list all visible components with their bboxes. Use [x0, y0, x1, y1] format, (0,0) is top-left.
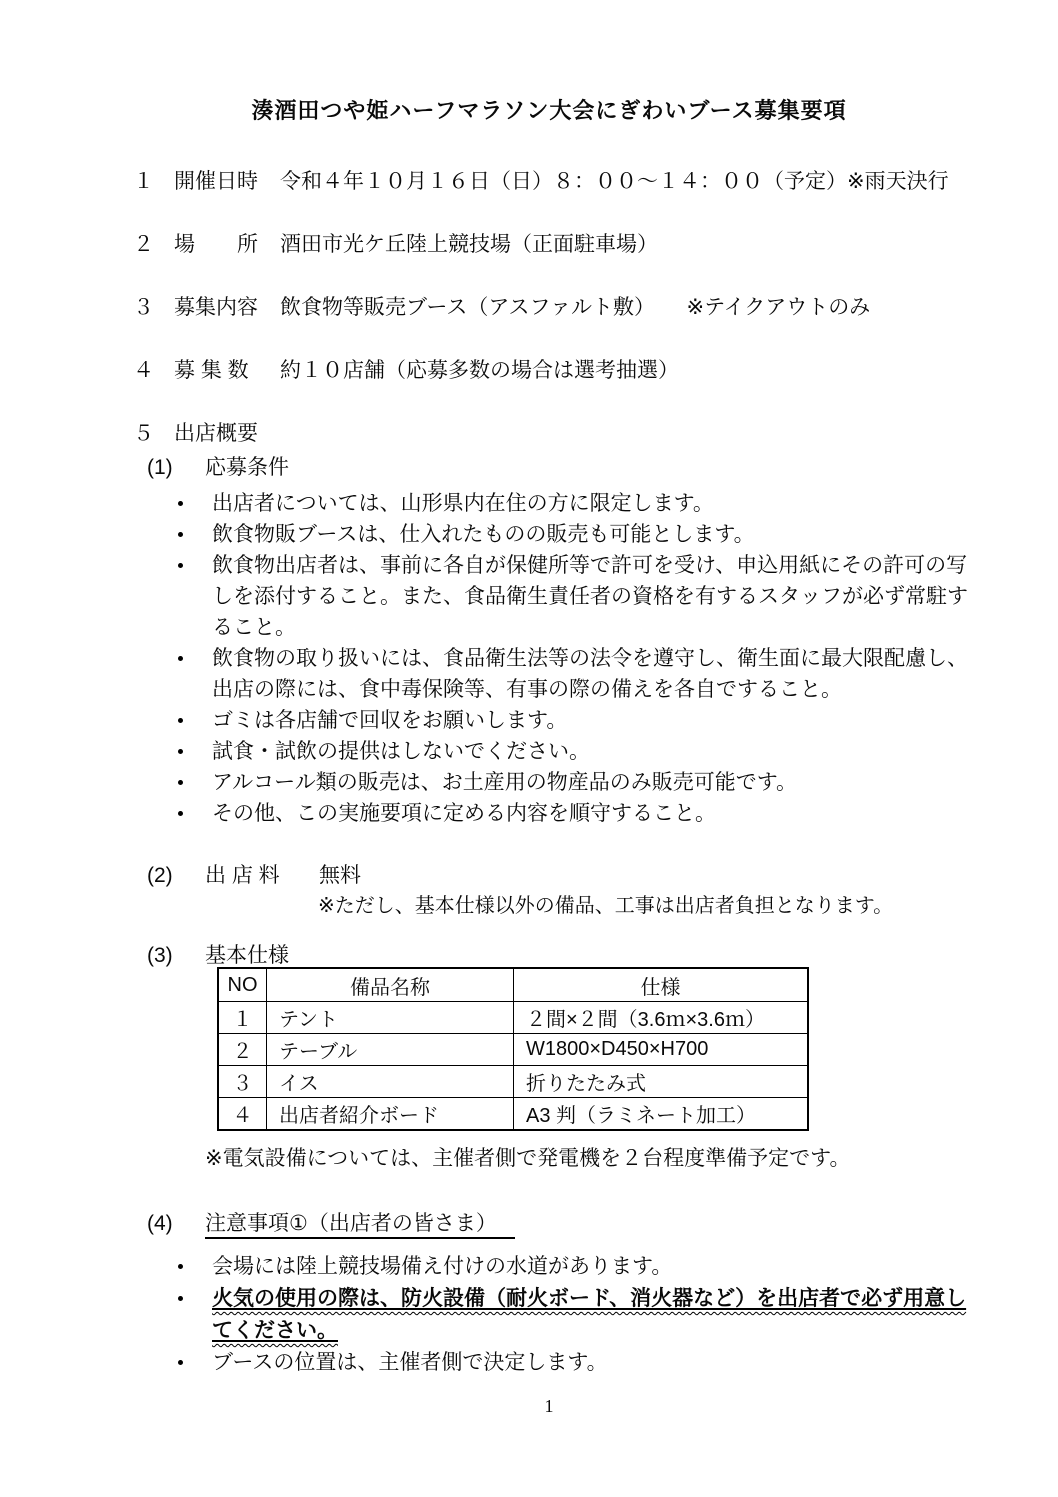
cell-no: ３: [218, 1066, 267, 1098]
section-marker: (4): [147, 1212, 173, 1235]
list-item: [0, 488, 1058, 519]
cell-no: ２: [218, 1034, 267, 1066]
bullet-icon: [176, 519, 212, 537]
spec-table: [217, 967, 809, 1131]
cell-item-name: イス: [267, 1066, 514, 1098]
section-basic-spec-header: [0, 945, 1058, 967]
bullet-icon: [176, 1283, 212, 1301]
table-row: [218, 1002, 808, 1034]
bullet-icon: [176, 736, 212, 754]
item-value: 飲食物等販売ブース（アスファルト敷） ※テイクアウトのみ: [280, 296, 871, 319]
electricity-note: ※電気設備については、主催者側で発電機を２台程度準備予定です。: [205, 1147, 851, 1170]
item-number: ４: [133, 359, 154, 382]
item-recruit-count: [0, 359, 1058, 382]
page-title: 湊酒田つや姫ハーフマラソン大会にぎわいブース募集要項: [251, 98, 847, 123]
cell-item-name: テント: [267, 1002, 514, 1034]
list-item: [0, 519, 1058, 550]
list-item-text: ブースの位置は、主催者側で決定します。: [212, 1351, 608, 1374]
cell-spec: A3 判（ラミネート加工）: [514, 1098, 809, 1131]
list-item: [0, 1283, 1058, 1347]
list-item: [0, 767, 1058, 798]
item-number: ５: [133, 422, 154, 445]
bullet-icon: [176, 1251, 212, 1269]
item-number: ３: [133, 296, 154, 319]
page-number: 1: [544, 1396, 554, 1416]
bullet-icon: [176, 550, 212, 568]
item-value: 令和４年１０月１６日（日）８：００～１４：００（予定）※雨天決行: [280, 170, 949, 193]
cell-spec: 折りたたみ式: [514, 1066, 809, 1098]
item-number: １: [133, 170, 154, 193]
section-fee: [0, 860, 1058, 922]
section-marker: (1): [147, 456, 173, 479]
item-label: 募 集 数: [174, 359, 249, 382]
list-item: [0, 736, 1058, 767]
list-item-text: 飲食物の取り扱いには、食品衛生法等の法令を遵守し、衛生面に最大限配慮し、出店の際には、食中毒保険等、有事の際の備えを各自ですること。: [212, 647, 968, 701]
bullet-icon: [176, 705, 212, 723]
cell-spec: W1800×D450×H700: [514, 1034, 809, 1066]
item-label: 出店概要: [174, 422, 258, 445]
list-item-text: 飲食物販ブースは、仕入れたものの販売も可能とします。: [212, 523, 755, 546]
bullet-icon: [176, 1347, 212, 1365]
section-application-conditions-header: [0, 457, 1058, 479]
bullet-icon: [176, 767, 212, 785]
column-header-item-name: 備品名称: [267, 968, 514, 1002]
item-value: 酒田市光ケ丘陸上競技場（正面駐車場）: [280, 233, 658, 256]
item-recruit-content: [0, 296, 1058, 319]
list-item-text: 試食・試飲の提供はしないでください。: [212, 740, 590, 763]
fee-label: 出 店 料: [205, 864, 280, 887]
cell-no: １: [218, 1002, 267, 1034]
item-number: ２: [133, 233, 154, 256]
item-date: [0, 170, 1058, 193]
list-item: [0, 1347, 1058, 1379]
cell-item-name: 出店者紹介ボード: [267, 1098, 514, 1131]
table-header-row: [218, 968, 808, 1002]
list-item: [0, 643, 1058, 705]
list-item-text: その他、この実施要項に定める内容を順守すること。: [212, 802, 716, 825]
list-item-text: 会場には陸上競技場備え付けの水道があります。: [212, 1255, 673, 1278]
application-conditions-list: [0, 488, 1058, 829]
cell-spec: ２間×２間（3.6ｍ×3.6ｍ）: [514, 1002, 809, 1034]
section-notes-header: [0, 1213, 1058, 1239]
list-item-text: 出店者については、山形県内在住の方に限定します。: [212, 492, 714, 515]
cell-item-name: テーブル: [267, 1034, 514, 1066]
fee-line: [0, 860, 1058, 891]
section-title: 応募条件: [205, 456, 289, 479]
list-item-text: ゴミは各店舗で回収をお願いします。: [212, 709, 568, 732]
bullet-icon: [176, 643, 212, 661]
table-row: [218, 1066, 808, 1098]
list-item: [0, 705, 1058, 736]
section-title: 注意事項①（出店者の皆さま）: [205, 1213, 515, 1239]
item-label: 場 所: [174, 233, 258, 256]
table-row: [218, 1098, 808, 1131]
fee-note: ※ただし、基本仕様以外の備品、工事は出店者負担となります。: [318, 895, 894, 917]
bullet-icon: [176, 488, 212, 506]
bullet-icon: [176, 798, 212, 816]
section-marker: (2): [147, 864, 173, 887]
table-row: [218, 1034, 808, 1066]
section-title: 基本仕様: [205, 944, 289, 967]
list-item: [0, 798, 1058, 829]
section-marker: (3): [147, 944, 173, 967]
column-header-no: NO: [218, 968, 267, 1002]
list-item: [0, 1251, 1058, 1283]
cell-no: ４: [218, 1098, 267, 1131]
item-outline: [0, 422, 1058, 445]
item-label: 募集内容: [174, 296, 258, 319]
fee-value: 無料: [319, 864, 361, 887]
list-item: [0, 550, 1058, 643]
fire-safety-warning: [212, 1283, 973, 1347]
list-item-text: 飲食物出店者は、事前に各自が保健所等で許可を受け、申込用紙にその許可の写しを添付すること。また、食品衛生責任者の資格を有するスタッフが必ず常駐すること。: [212, 554, 968, 639]
item-value: 約１０店舗（応募多数の場合は選考抽選）: [280, 359, 679, 382]
column-header-spec: 仕様: [514, 968, 809, 1002]
notes-list: [0, 1251, 1058, 1379]
item-place: [0, 233, 1058, 256]
item-label: 開催日時: [174, 170, 258, 193]
fire-safety-warning-text: 火気の使用の際は、防火設備（耐火ボード、消火器など）を出店者で必ず用意してください。: [212, 1287, 967, 1342]
list-item-text: アルコール類の販売は、お土産用の物産品のみ販売可能です。: [212, 771, 798, 794]
